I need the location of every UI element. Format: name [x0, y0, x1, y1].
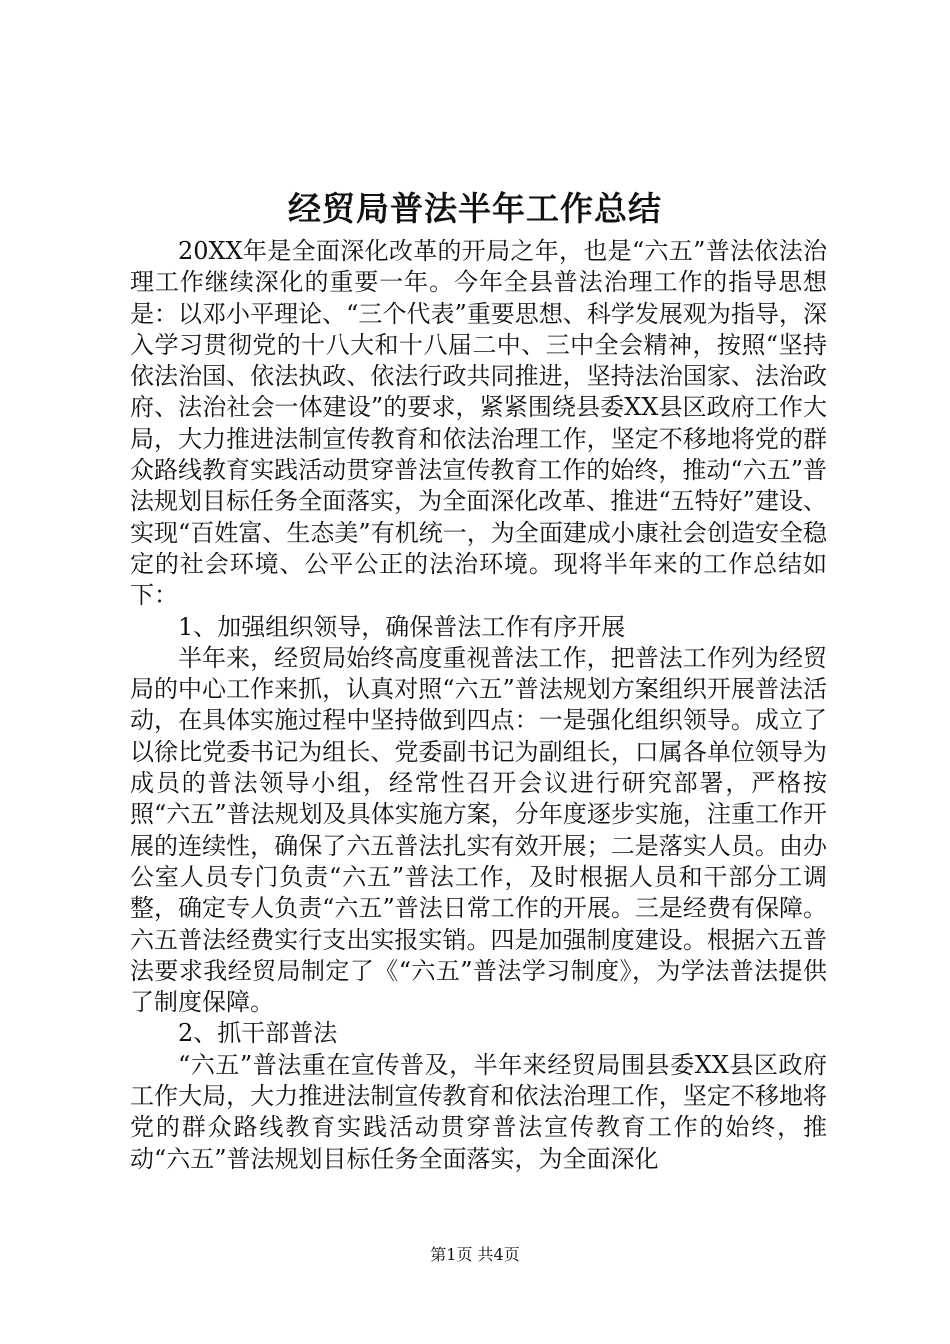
paragraph-section-1: 半年来，经贸局始终高度重视普法工作，把普法工作列为经贸局的中心工作来抓，认真对照“六五”普法规划方案组织开展普法活动，在具体实施过程中坚持做到四点：一是强化组织领导。成立了以徐比党委书记为组长、党委副书记为副组长，口属各单位领导为成员的普法领导小组，经常性召开会议进行研究部署，严格按照“六五”普法规划及具体实施方案，分年度逐步实施，注重工作开展的连续性，确保了六五普法扎实有效开展；二是落实人员。由办公室人员专门负责“六五”普法工作，及时根据人员和干部分工调整，确定专人负责“六五”普法日常工作的开展。三是经费有保障。六五普法经费实行支出实报实销。四是加强制度建设。根据六五普法要求我经贸局制定了《“六五”普法学习制度》，为学法普法提供了制度保障。	[130, 643, 827, 1017]
document-title: 经贸局普法半年工作总结	[288, 189, 662, 228]
section-heading-2: 2、抓干部普法	[178, 1019, 338, 1048]
page-number-footer: 第1页 共4页	[430, 1245, 520, 1264]
document-body	[130, 236, 827, 1175]
section-heading-1: 1、加强组织领导，确保普法工作有序开展	[178, 612, 626, 641]
paragraph-intro: 20XX年是全面深化改革的开局之年，也是“六五”普法依法治理工作继续深化的重要一年。今年全县普法治理工作的指导思想是：以邓小平理论、“三个代表”重要思想、科学发展观为指导，深入学习贯彻党的十八大和十八届二中、三中全会精神，按照“坚持依法治国、依法执政、依法行政共同推进，坚持法治国家、法治政府、法治社会一体建设”的要求，紧紧围绕县委XX县区政府工作大局，大力推进法制宣传教育和依法治理工作，坚定不移地将党的群众路线教育实践活动贯穿普法宣传教育工作的始终，推动“六五”普法规划目标任务全面落实，为全面深化改革、推进“五特好”建设、实现“百姓富、生态美”有机统一，为全面建成小康社会创造安全稳定的社会环境、公平公正的法治环境。现将半年来的工作总结如下：	[130, 237, 827, 610]
paragraph-section-2: “六五”普法重在宣传普及，半年来经贸局围县委XX县区政府工作大局，大力推进法制宣传教育和依法治理工作，坚定不移地将党的群众路线教育实践活动贯穿普法宣传教育工作的始终，推动“六五”普法规划目标任务全面落实，为全面深化	[130, 1050, 827, 1173]
